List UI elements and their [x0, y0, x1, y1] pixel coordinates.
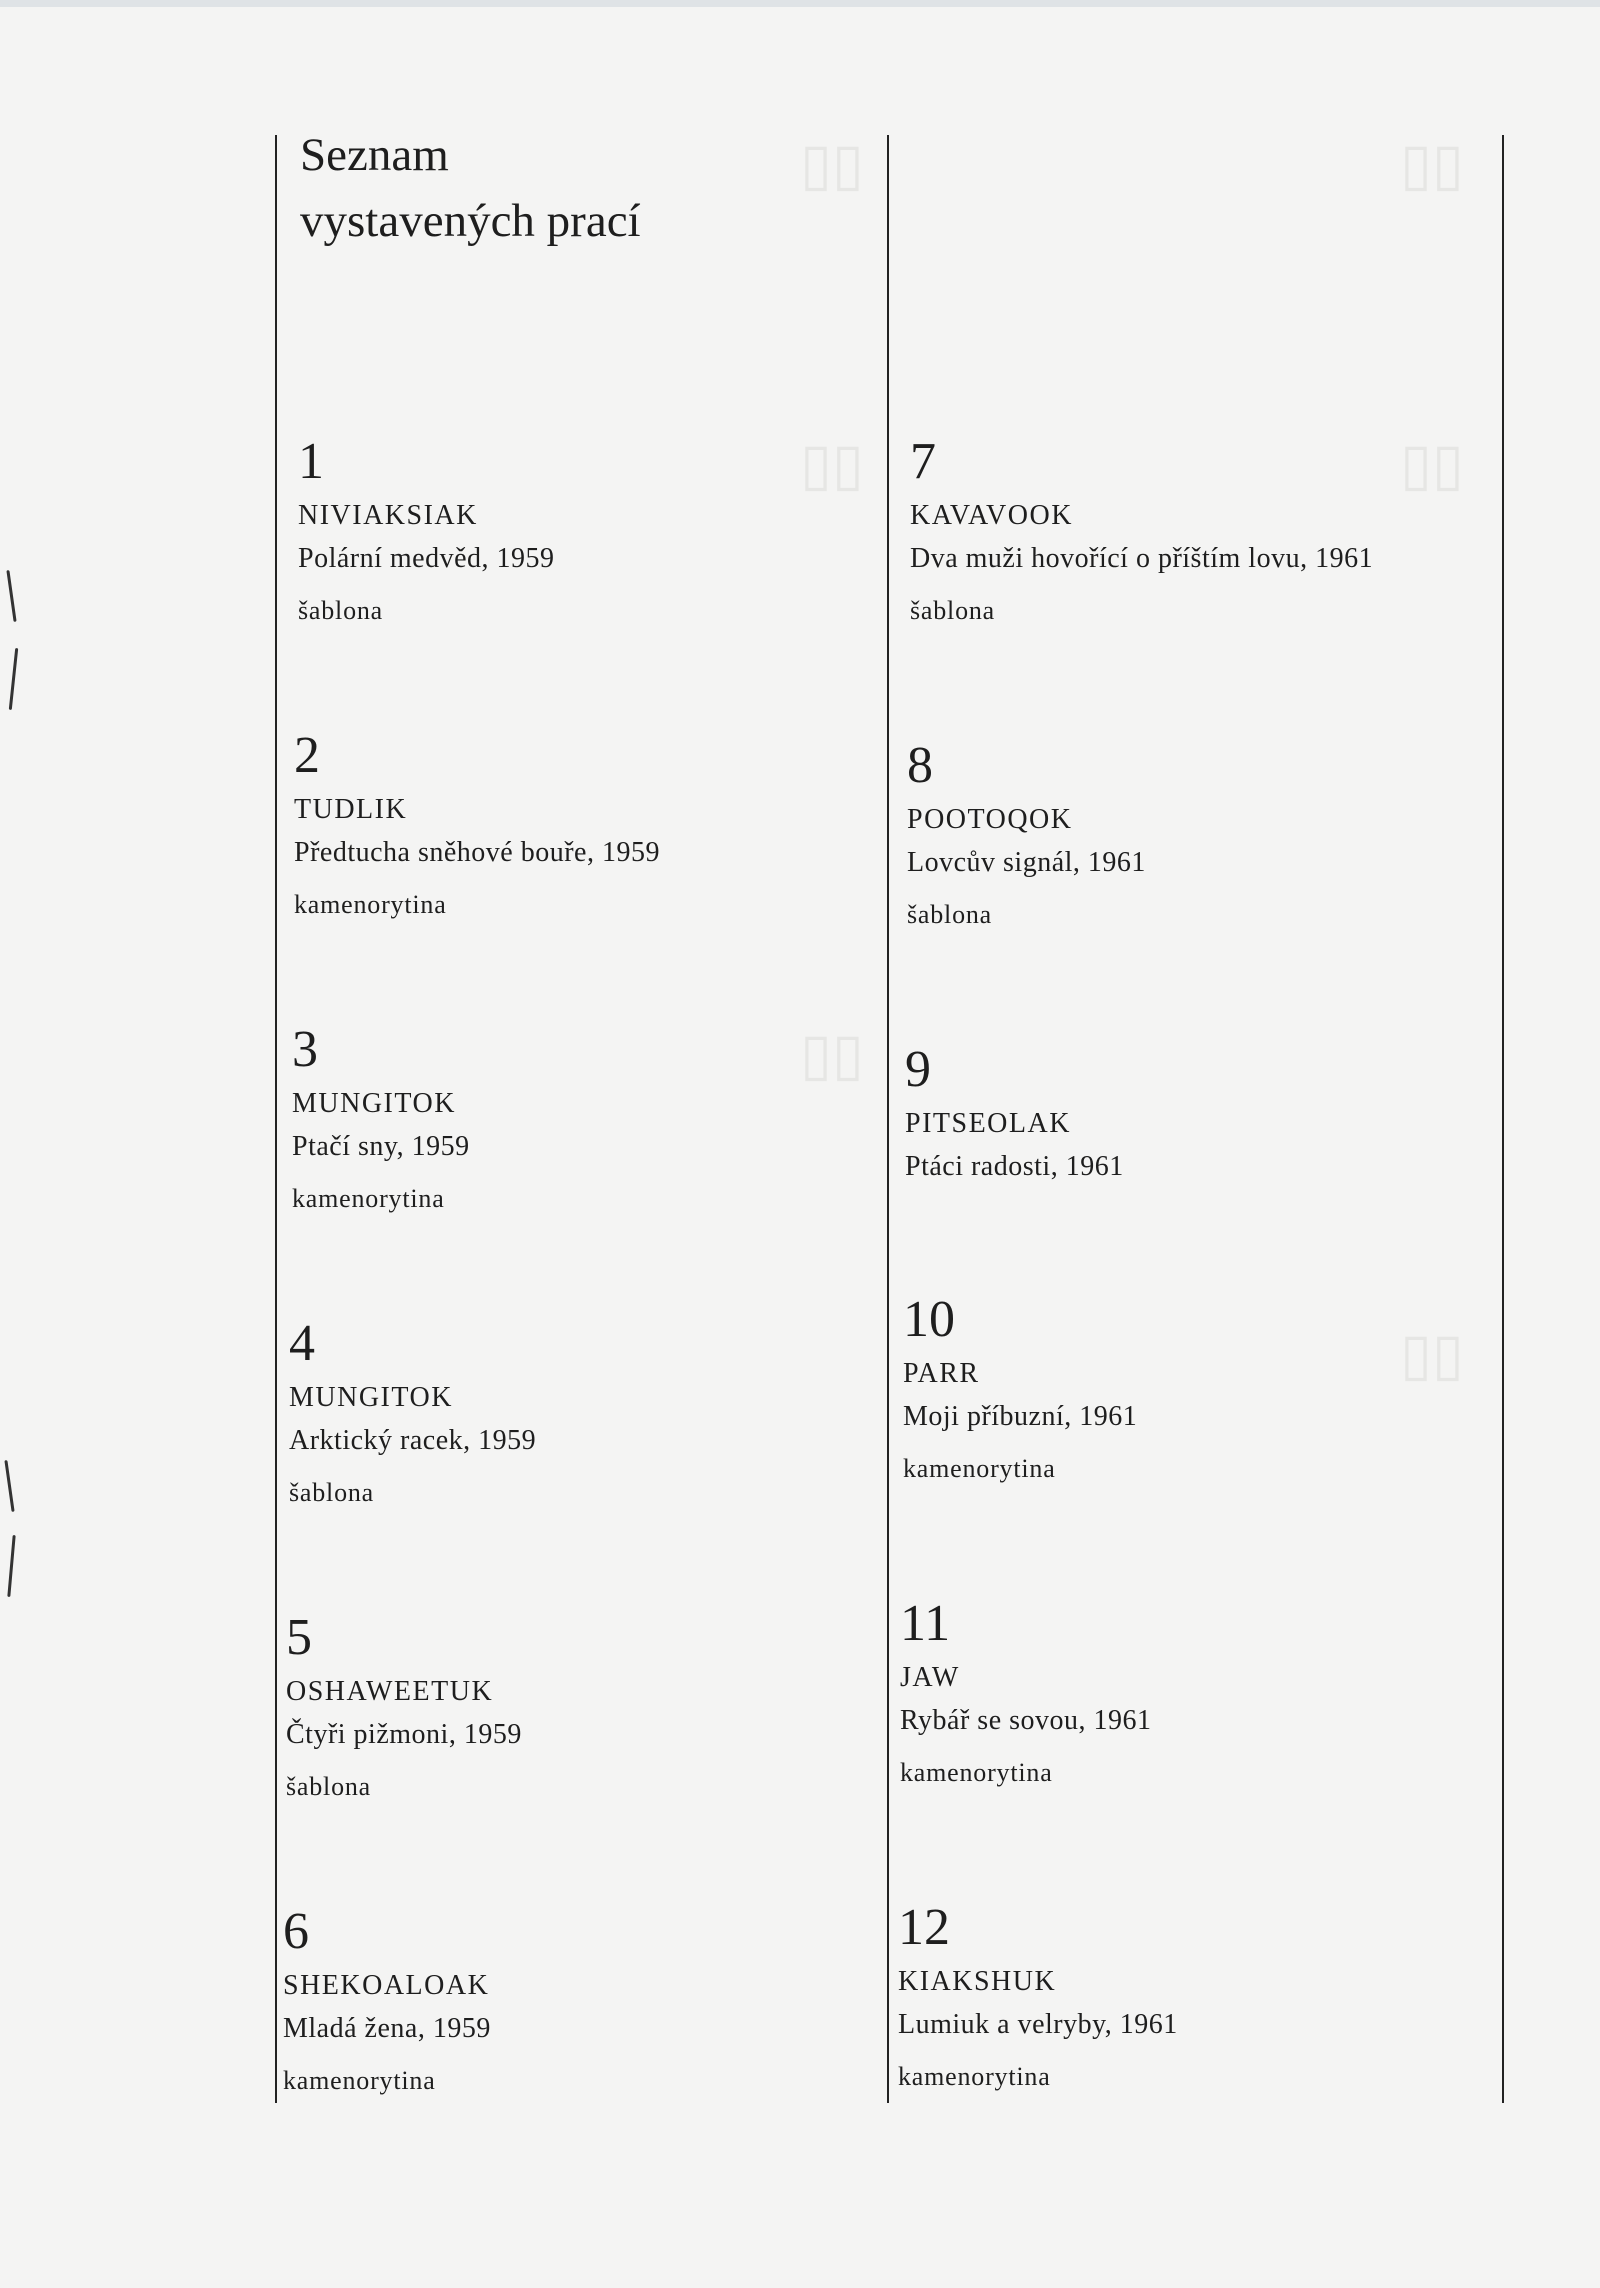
technique: šablona [286, 1772, 372, 1801]
show-through-mark: ▯▯ [1400, 432, 1464, 497]
technique: kamenorytina [283, 2066, 436, 2095]
work-title: Arktický racek, 1959 [289, 1425, 537, 1456]
catalog-entry [294, 727, 874, 920]
left-column-rule [275, 135, 277, 2103]
artist-name: KIAKSHUK [898, 1966, 1057, 1997]
show-through-mark: ▯▯ [1400, 132, 1464, 197]
page-title [300, 122, 641, 254]
technique: šablona [289, 1478, 375, 1507]
work-title: Lovcův signál, 1961 [907, 847, 1146, 878]
technique: šablona [910, 596, 996, 625]
artist-name: NIVIAKSIAK [298, 500, 478, 531]
entry-number: 11 [900, 1595, 951, 1652]
technique: kamenorytina [292, 1184, 445, 1213]
work-title: Rybář se sovou, 1961 [900, 1705, 1152, 1736]
entry-number: 4 [289, 1315, 315, 1372]
title-line-1: Seznam [300, 129, 449, 181]
work-title: Čtyři pižmoni, 1959 [286, 1719, 522, 1750]
catalog-entry [905, 1041, 1485, 1183]
artist-name: MUNGITOK [289, 1382, 453, 1413]
entry-number: 12 [898, 1899, 950, 1956]
technique: kamenorytina [294, 890, 447, 919]
show-through-mark: ▯▯ [800, 432, 864, 497]
right-column-rule [1502, 135, 1504, 2103]
technique: kamenorytina [900, 1758, 1053, 1787]
work-title: Ptáci radosti, 1961 [905, 1151, 1124, 1182]
entry-number: 2 [294, 727, 320, 784]
work-title: Mladá žena, 1959 [283, 2013, 491, 2044]
technique: kamenorytina [898, 2062, 1051, 2091]
entry-number: 5 [286, 1609, 312, 1666]
binding-stitch [6, 570, 16, 622]
title-line-2: vystavených prací [300, 195, 641, 247]
catalog-entry [903, 1291, 1483, 1484]
technique: kamenorytina [903, 1454, 1056, 1483]
binding-stitch [7, 1535, 15, 1597]
artist-name: PITSEOLAK [905, 1108, 1071, 1139]
work-title: Moji příbuzní, 1961 [903, 1401, 1138, 1432]
catalog-entry [298, 433, 878, 626]
technique: šablona [907, 900, 993, 929]
artist-name: MUNGITOK [292, 1088, 456, 1119]
artist-name: TUDLIK [294, 794, 408, 825]
entry-number: 9 [905, 1041, 931, 1098]
show-through-mark: ▯▯ [800, 132, 864, 197]
catalog-entry [292, 1021, 872, 1214]
artist-name: SHEKOALOAK [283, 1970, 490, 2001]
entry-number: 8 [907, 737, 933, 794]
binding-stitch [9, 648, 18, 710]
binding-stitch [4, 1460, 14, 1512]
artist-name: PARR [903, 1358, 980, 1389]
page-top-edge [0, 0, 1600, 7]
center-column-rule [887, 135, 889, 2103]
entry-number: 7 [910, 433, 936, 490]
catalog-entry [289, 1315, 869, 1508]
artist-name: OSHAWEETUK [286, 1676, 494, 1707]
catalog-entry [898, 1899, 1478, 2092]
technique: šablona [298, 596, 384, 625]
show-through-mark: ▯▯ [1400, 1322, 1464, 1387]
work-title: Polární medvěd, 1959 [298, 543, 555, 574]
catalog-entry [910, 433, 1490, 626]
work-title: Předtucha sněhové bouře, 1959 [294, 837, 660, 868]
artist-name: KAVAVOOK [910, 500, 1073, 531]
work-title: Ptačí sny, 1959 [292, 1131, 470, 1162]
catalog-entry [900, 1595, 1480, 1788]
entry-number: 1 [298, 433, 324, 490]
show-through-mark: ▯▯ [800, 1022, 864, 1087]
catalog-entry [283, 1903, 863, 2096]
catalog-entry [907, 737, 1487, 930]
entry-number: 10 [903, 1291, 955, 1348]
artist-name: JAW [900, 1662, 960, 1693]
catalog-entry [286, 1609, 866, 1802]
entry-number: 3 [292, 1021, 318, 1078]
work-title: Lumiuk a velryby, 1961 [898, 2009, 1178, 2040]
entry-number: 6 [283, 1903, 309, 1960]
work-title: Dva muži hovořící o příštím lovu, 1961 [910, 543, 1374, 574]
artist-name: POOTOQOK [907, 804, 1073, 835]
